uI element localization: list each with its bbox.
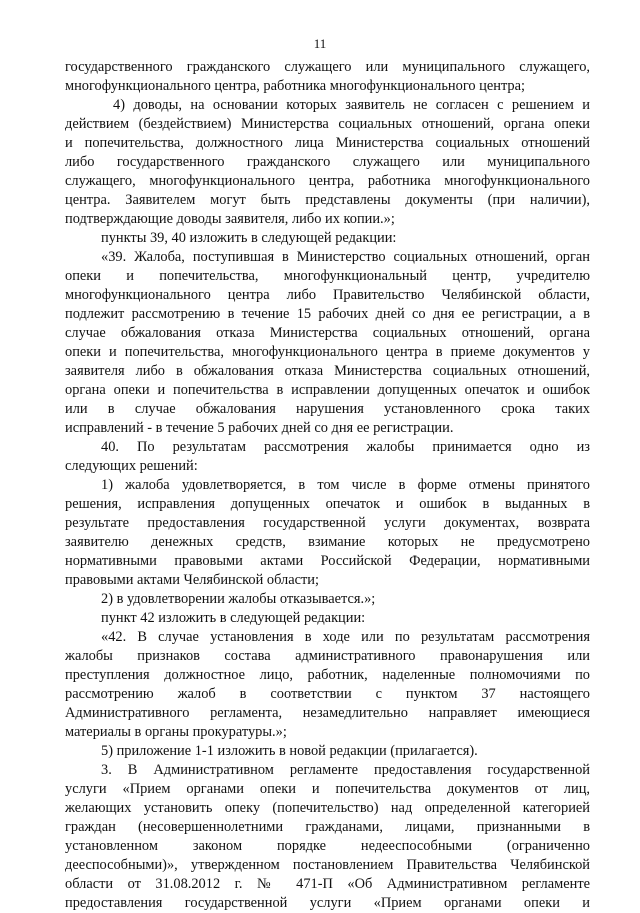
text-line: органа опеки и попечительства в исправлении допущенных опечаток и ошибок [65,382,590,398]
text-line: многофункционального центра либо Правительство Челябинской области, [65,287,590,303]
text-line: результате предоставления государственной услуги документах, возврата [65,515,590,531]
text-line: граждан (несовершеннолетними гражданами, лицами, признанными в [65,819,590,835]
text-line: заявителя либо в обжалования отказа Министерства социальных отношений, [65,363,590,379]
text-line: заявителю денежных средств, взимание которых не предусмотрено [65,534,590,550]
text-line: дееспособными)», утвержденном постановлением Правительства Челябинской [65,857,590,873]
text-line: подлежит рассмотрению в течение 15 рабочих дней со дня ее регистрации, а в [65,306,590,322]
text-line: или в случае обжалования нарушения установленного срока таких [65,401,590,417]
page-number: 11 [313,36,327,51]
text-line: исправлений - в течение 5 рабочих дней со дня ее регистрации. [65,420,454,436]
text-line: Административного регламента, незамедлительно направляет имеющиеся [65,705,590,721]
text-line: либо государственного гражданского служащего или муниципального [65,154,590,170]
text-line: опеки и попечительства, многофункционального центра в приеме документов у [65,344,590,360]
text-line: 3. В Административном регламенте предоставления государственной [101,762,590,778]
text-line: многофункционального центра, работника многофункционального центра; [65,78,525,94]
text-line: 40. По результатам рассмотрения жалобы принимается одно из [101,439,590,455]
text-line: пункты 39, 40 изложить в следующей редакции: [101,230,397,246]
text-line: решения, исправления допущенных опечаток и ошибок в выданных в [65,496,590,512]
text-line: 5) приложение 1-1 изложить в новой редакции (прилагается). [101,743,478,759]
text-line: предоставления государственной услуги «Прием органами опеки и [65,895,590,911]
text-line: действием (бездействием) Министерства социальных отношений, органа опеки [65,116,590,132]
text-line: следующих решений: [65,458,198,474]
text-line: государственного гражданского служащего или муниципального служащего, [65,59,590,75]
text-line: подтверждающие доводы заявителя, либо их копии.»; [65,211,395,227]
text-line: 2) в удовлетворении жалобы отказывается.»; [101,591,376,607]
text-line: пункт 42 изложить в следующей редакции: [101,610,366,626]
text-line: опеки и попечительства, многофункциональный центр, учредителю [65,268,590,284]
text-line: 1) жалоба удовлетворяется, в том числе в форме отмены принятого [101,477,590,493]
text-line: правовыми актами Челябинской области; [65,572,319,588]
text-line: преступления должностное лицо, работник, наделенные полномочиями по [65,667,590,683]
text-line: рассмотрению жалоб в соответствии с пунктом 37 настоящего [65,686,590,702]
text-line: «42. В случае установления в ходе или по результатам рассмотрения [101,629,590,645]
text-line: «39. Жалоба, поступившая в Министерство социальных отношений, орган [101,249,590,265]
text-line: установленном законом порядке недееспособными (ограниченно [65,838,590,854]
document-body [65,58,590,913]
text-line: центра. Заявителем могут быть представлены документы (при наличии), [65,192,590,208]
text-line: нормативными правовыми актами Российской Федерации, нормативными [65,553,590,569]
text-line: материалы в органы прокуратуры.»; [65,724,287,740]
text-line: желающих установить опеку (попечительство) над определенной категорией [65,800,590,816]
text-line: случае обжалования отказа Министерства социальных отношений, органа [65,325,590,341]
text-line: служащего, многофункционального центра, работника многофункционального [65,173,590,189]
text-line: жалобы признаков состава административного правонарушения или [65,648,590,664]
text-line: и попечительства, должностного лица Министерства социальных отношений [65,135,590,151]
text-line: области от 31.08.2012 г. № 471-П «Об Административном регламенте [65,876,590,892]
text-line: услуги «Прием органами опеки и попечительства документов от лиц, [65,781,590,797]
text-line: 4) доводы, на основании которых заявитель не согласен с решением и [113,97,590,113]
